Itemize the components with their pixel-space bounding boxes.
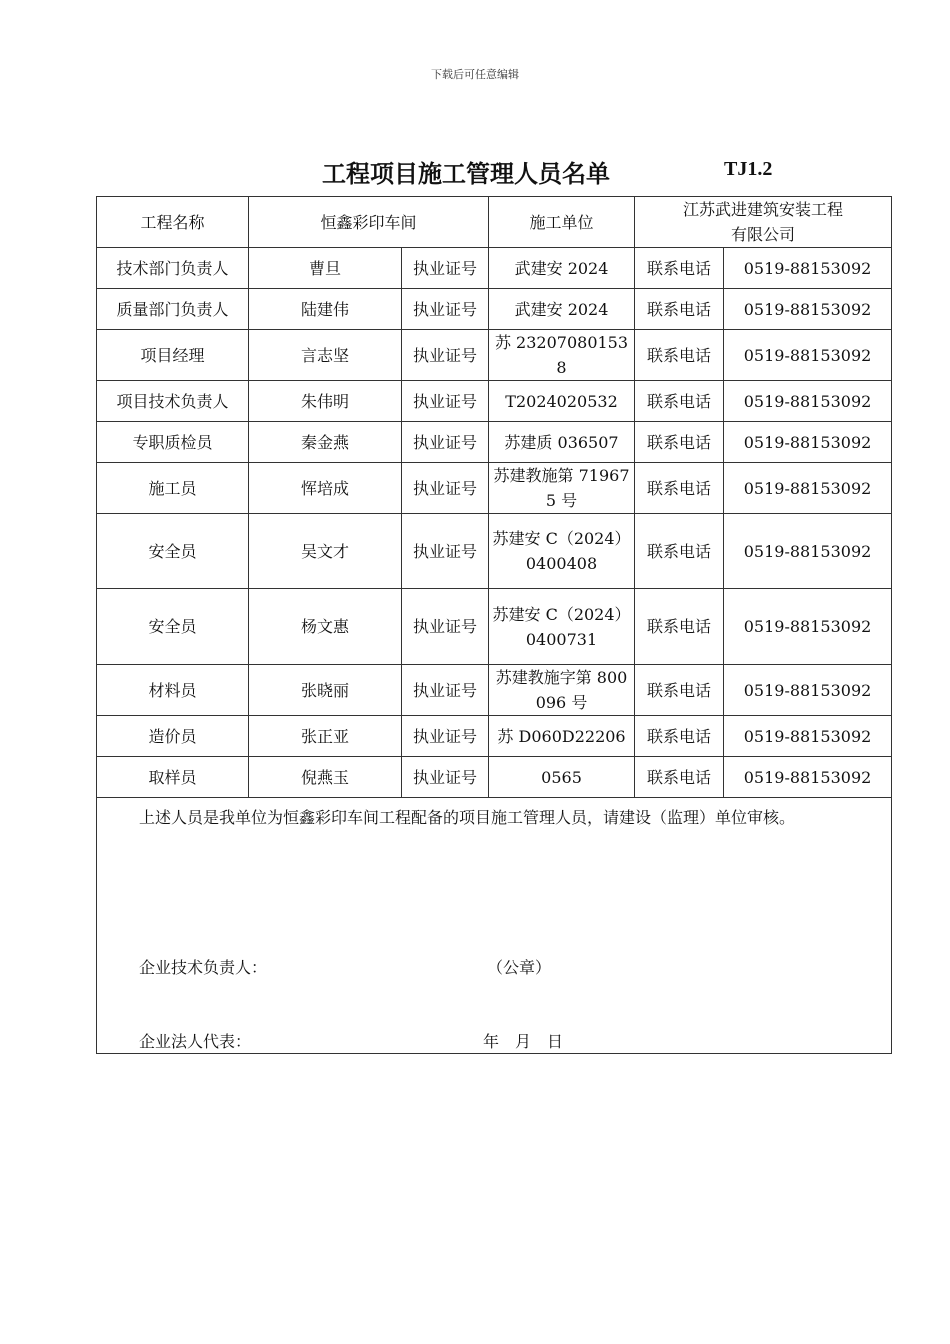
header-note: 下载后可任意编辑	[431, 68, 519, 81]
phone-number: 0519-88153092	[724, 289, 892, 330]
phone-number: 0519-88153092	[724, 422, 892, 463]
staff-name: 张晓丽	[249, 665, 402, 716]
phone-label: 联系电话	[635, 248, 724, 289]
statement-box	[96, 785, 892, 1054]
staff-name: 言志坚	[249, 330, 402, 381]
phone-label: 联系电话	[635, 716, 724, 757]
staff-role: 质量部门负责人	[97, 289, 249, 330]
staff-role: 技术部门负责人	[97, 248, 249, 289]
staff-row	[97, 589, 892, 665]
cert-number: 武建安 2024	[489, 248, 635, 289]
cert-label: 执业证号	[402, 514, 489, 589]
form-code: TJ1.2	[724, 158, 773, 180]
date-label: 年 月 日	[483, 1032, 564, 1051]
cert-label: 执业证号	[402, 589, 489, 665]
staff-role: 项目经理	[97, 330, 249, 381]
staff-row	[97, 289, 892, 330]
staff-row	[97, 665, 892, 716]
staff-row	[97, 422, 892, 463]
staff-name: 曹旦	[249, 248, 402, 289]
cert-label: 执业证号	[402, 289, 489, 330]
staff-role: 施工员	[97, 463, 249, 514]
staff-row	[97, 716, 892, 757]
project-name: 恒鑫彩印车间	[249, 197, 489, 248]
phone-label: 联系电话	[635, 589, 724, 665]
cert-label: 执业证号	[402, 381, 489, 422]
phone-label: 联系电话	[635, 665, 724, 716]
staff-role: 取样员	[97, 757, 249, 798]
contractor-name	[635, 197, 892, 248]
tech-lead-signature-label: 企业技术负责人：	[139, 958, 268, 977]
project-row	[97, 197, 892, 248]
staff-name: 吴文才	[249, 514, 402, 589]
cert-number: T2024020532	[489, 381, 635, 422]
page-title: 工程项目施工管理人员名单	[322, 160, 610, 188]
phone-label: 联系电话	[635, 289, 724, 330]
cert-number: 苏建安 C（2024）0400731	[489, 589, 635, 665]
cert-number: 苏建安 C（2024）0400408	[489, 514, 635, 589]
staff-role: 专职质检员	[97, 422, 249, 463]
staff-row	[97, 514, 892, 589]
phone-number: 0519-88153092	[724, 716, 892, 757]
staff-name: 张正亚	[249, 716, 402, 757]
cert-label: 执业证号	[402, 330, 489, 381]
legal-rep-signature-label: 企业法人代表：	[139, 1032, 252, 1051]
phone-number: 0519-88153092	[724, 381, 892, 422]
phone-label: 联系电话	[635, 381, 724, 422]
staff-role: 安全员	[97, 514, 249, 589]
staff-row	[97, 463, 892, 514]
phone-number: 0519-88153092	[724, 463, 892, 514]
phone-number: 0519-88153092	[724, 757, 892, 798]
staff-name: 倪燕玉	[249, 757, 402, 798]
staff-name: 陆建伟	[249, 289, 402, 330]
cert-number: 苏建质 036507	[489, 422, 635, 463]
project-name-label: 工程名称	[97, 197, 249, 248]
staff-table	[96, 196, 892, 798]
cert-number: 苏 D060D22206	[489, 716, 635, 757]
cert-number: 苏建教施字第 800096 号	[489, 665, 635, 716]
staff-rows	[97, 248, 892, 798]
contractor-line2: 有限公司	[731, 225, 796, 244]
seal-label: （公章）	[487, 958, 552, 977]
staff-row	[97, 330, 892, 381]
cert-label: 执业证号	[402, 463, 489, 514]
phone-label: 联系电话	[635, 757, 724, 798]
staff-role: 材料员	[97, 665, 249, 716]
phone-label: 联系电话	[635, 463, 724, 514]
phone-label: 联系电话	[635, 514, 724, 589]
phone-label: 联系电话	[635, 422, 724, 463]
staff-row	[97, 381, 892, 422]
cert-label: 执业证号	[402, 716, 489, 757]
staff-role: 造价员	[97, 716, 249, 757]
cert-label: 执业证号	[402, 248, 489, 289]
staff-name: 杨文惠	[249, 589, 402, 665]
title-row	[96, 154, 891, 190]
staff-row	[97, 248, 892, 289]
cert-label: 执业证号	[402, 757, 489, 798]
phone-label: 联系电话	[635, 330, 724, 381]
contractor-label: 施工单位	[489, 197, 635, 248]
staff-name: 恽培成	[249, 463, 402, 514]
cert-number: 苏建教施第 719675 号	[489, 463, 635, 514]
phone-number: 0519-88153092	[724, 589, 892, 665]
phone-number: 0519-88153092	[724, 330, 892, 381]
cert-number: 苏 232070801538	[489, 330, 635, 381]
phone-number: 0519-88153092	[724, 248, 892, 289]
phone-number: 0519-88153092	[724, 665, 892, 716]
staff-name: 朱伟明	[249, 381, 402, 422]
staff-role: 项目技术负责人	[97, 381, 249, 422]
cert-label: 执业证号	[402, 422, 489, 463]
contractor-line1: 江苏武进建筑安装工程	[683, 200, 844, 219]
phone-number: 0519-88153092	[724, 514, 892, 589]
cert-number: 0565	[489, 757, 635, 798]
staff-name: 秦金燕	[249, 422, 402, 463]
statement-text: 上述人员是我单位为恒鑫彩印车间工程配备的项目施工管理人员，请建设（监理）单位审核。	[139, 808, 796, 827]
staff-role: 安全员	[97, 589, 249, 665]
cert-label: 执业证号	[402, 665, 489, 716]
cert-number: 武建安 2024	[489, 289, 635, 330]
